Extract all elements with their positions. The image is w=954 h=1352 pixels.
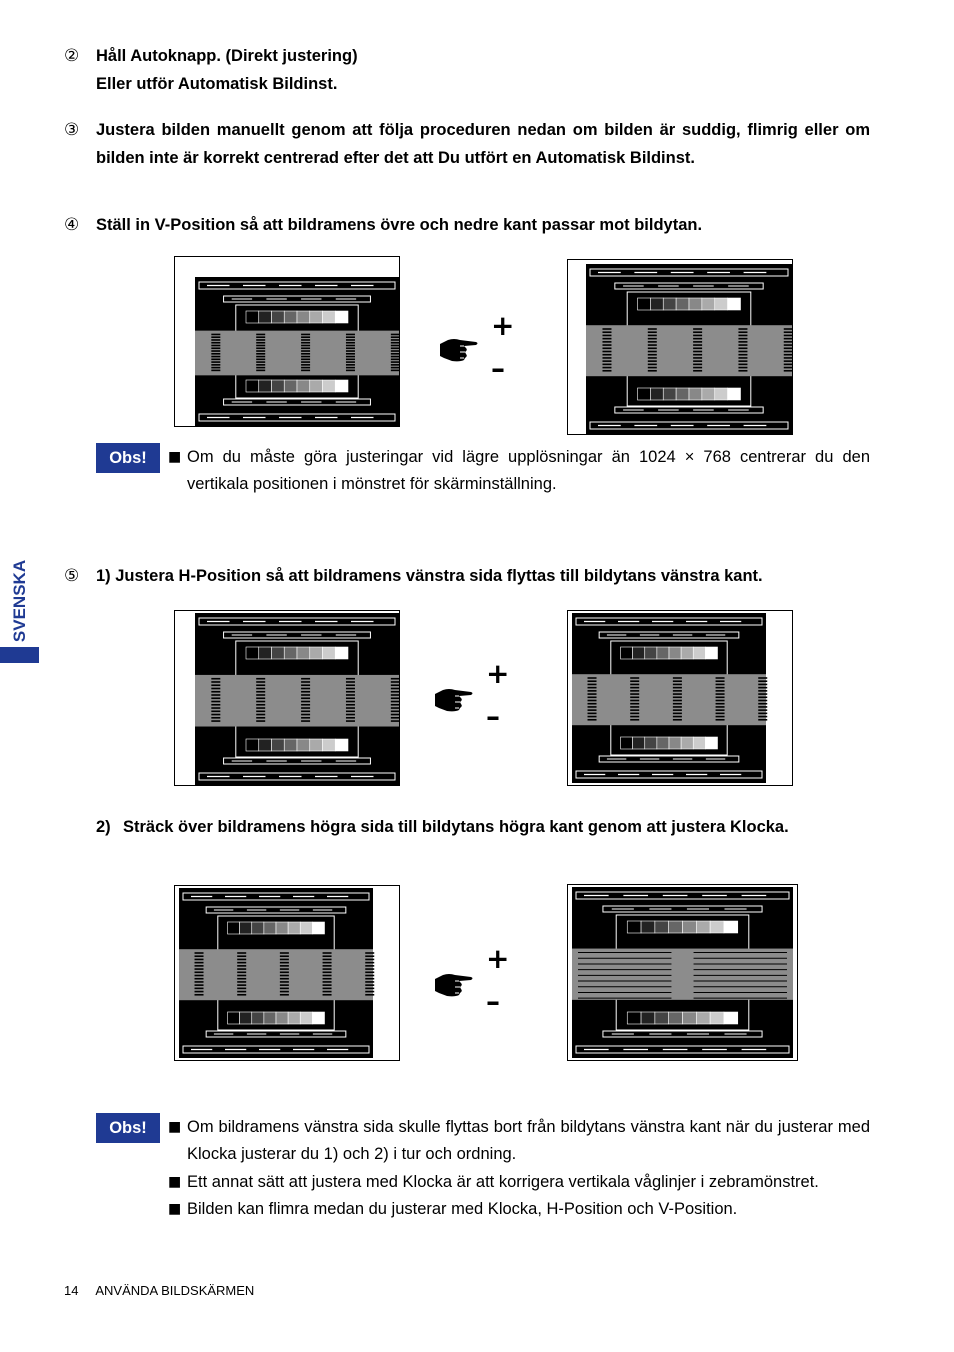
plus-sign: + <box>486 657 510 690</box>
step-5-2-text: Sträck över bildramens högra sida till bildytans högra kant genom att justera Klocka. <box>123 818 789 836</box>
diagram-vpos-before <box>174 256 400 427</box>
step-number: ② <box>64 46 80 66</box>
bullet-icon: ■ <box>168 1119 182 1135</box>
obs-note-2-item-3-text: Bilden kan flimra medan du justerar med Klocka, H-Position och V-Position. <box>187 1200 738 1218</box>
obs-badge-2: Obs! <box>96 1113 160 1143</box>
step-2-line-1: Håll Autoknapp. (Direkt justering) <box>96 47 358 65</box>
step-5-text: 1) Justera H-Position så att bildramens vänstra sida flyttas till bildytans vänstra kant. <box>96 567 763 585</box>
plus-sign: + <box>491 309 515 342</box>
page-footer <box>64 1283 254 1298</box>
minus-sign: – <box>486 700 500 733</box>
page-number: 14 <box>64 1283 79 1298</box>
bullet-icon: ■ <box>168 449 182 465</box>
step-number: ⑤ <box>64 566 80 586</box>
obs-badge-1: Obs! <box>96 443 160 473</box>
footer-section-title: ANVÄNDA BILDSKÄRMEN <box>95 1283 255 1298</box>
obs-note-2-item-3 <box>168 1196 870 1223</box>
step-5-2 <box>96 813 870 841</box>
minus-sign: – <box>486 985 500 1018</box>
language-tab-bar <box>0 647 39 663</box>
diagram-clock-before <box>174 885 400 1061</box>
diagram-clock-after <box>567 884 798 1061</box>
obs-note-2-item-1-text: Om bildramens vänstra sida skulle flyttas bort från bildytans vänstra kant när du justerar med Klocka justerar du 1) och 2) i tur och ordning. <box>187 1118 870 1163</box>
diagram-hpos-after <box>567 610 793 786</box>
obs-note-2-item-1 <box>168 1114 870 1168</box>
bullet-icon: ■ <box>168 1174 182 1190</box>
language-tab-label: SVENSKA <box>10 559 29 643</box>
minus-sign: – <box>491 352 505 385</box>
step-3 <box>64 116 870 172</box>
substep-label: 2) <box>96 818 111 836</box>
step-2 <box>64 42 870 98</box>
step-3-text: Justera bilden manuellt genom att följa proceduren nedan om bilden är suddig, flimrig eller om bilden inte är korrekt centrerad efter det att Du utfört en Automatisk Bildinst. <box>96 121 870 167</box>
pointing-hand-icon <box>433 684 475 714</box>
obs-note-2-item-2-text: Ett annat sätt att justera med Klocka är att korrigera vertikala våglinjer i zebramönstret. <box>187 1173 819 1191</box>
pointing-hand-icon <box>438 334 480 364</box>
obs-note-1-text: Om du måste göra justeringar vid lägre upplösningar än 1024 × 768 centrerar du den vertikala positionen i mönstret för skärminställning. <box>187 448 870 493</box>
step-number: ③ <box>64 120 80 140</box>
diagram-hpos-before <box>174 610 400 786</box>
step-5 <box>64 562 870 590</box>
language-tab <box>0 540 39 662</box>
plus-sign: + <box>486 942 510 975</box>
pointing-hand-icon <box>433 969 475 999</box>
step-number: ④ <box>64 215 80 235</box>
bullet-icon: ■ <box>168 1201 182 1217</box>
diagram-vpos-after <box>567 259 793 435</box>
obs-note-1 <box>168 444 870 498</box>
step-4 <box>64 211 870 239</box>
step-4-text: Ställ in V-Position så att bildramens övre och nedre kant passar mot bildytan. <box>96 216 703 234</box>
obs-note-2-item-2 <box>168 1169 870 1196</box>
step-2-line-2: Eller utför Automatisk Bildinst. <box>96 75 338 93</box>
